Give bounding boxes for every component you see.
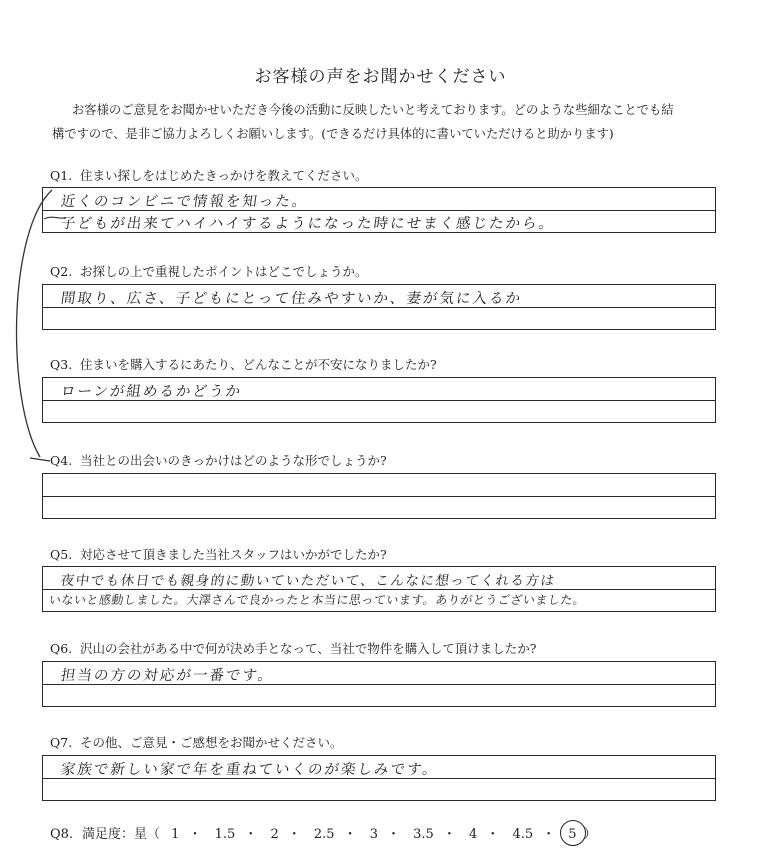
rating-1-5[interactable]: 1.5 — [214, 827, 236, 842]
answer-box-2[interactable] — [42, 284, 716, 330]
question-text: お探しの上で重視したポイントはどこでしょうか。 — [80, 264, 368, 279]
question-text: 住まいを購入するにあたり、どんなことが不安になりましたか? — [80, 357, 437, 372]
rating-separator: ・ — [542, 827, 556, 842]
rating-1[interactable]: 1 — [171, 827, 180, 842]
question-number: Q7. — [50, 735, 73, 750]
intro-line-2: 構ですので、是非ご協力よろしくお願いします。(できるだけ具体的に書いていただけると助かります) — [52, 127, 614, 141]
question-5 — [50, 545, 387, 563]
intro-text — [52, 98, 720, 146]
answer-box-4[interactable] — [42, 473, 716, 519]
answer-box-3[interactable] — [42, 377, 716, 423]
answer-line-1: 夜中でも休日でも親身的に動いていただいて、こんなに想ってくれる方は — [59, 573, 557, 589]
answer-line-1: 間取り、広さ、子どもにとって住みやすいか、妻が気に入るか — [59, 291, 524, 307]
question-text: 対応させて頂きました当社スタッフはいかがでしたか? — [80, 547, 387, 562]
question-number: Q5. — [50, 547, 73, 562]
intro-line-1: お客様のご意見をお聞かせいただき今後の活動に反映したいと考えております。どのような些細なことでも結 — [72, 103, 674, 117]
rating-2[interactable]: 2 — [270, 827, 279, 842]
question-text: その他、ご意見・ご感想をお聞かせください。 — [80, 735, 343, 750]
rating-3[interactable]: 3 — [369, 827, 378, 842]
question-number: Q6. — [50, 641, 73, 656]
question-number: Q1. — [50, 168, 73, 183]
answer-box-6[interactable] — [42, 661, 716, 707]
question-number: Q4. — [50, 453, 73, 468]
question-number: Q2. — [50, 264, 73, 279]
answer-box-7[interactable] — [42, 755, 716, 801]
question-4 — [50, 451, 387, 469]
answer-line-1: 担当の方の対応が一番です。 — [59, 668, 276, 684]
answer-line-1: 家族で新しい家で年を重ねていくのが楽しみです。 — [59, 762, 440, 778]
answer-box-5[interactable] — [42, 566, 716, 612]
rating-separator: ・ — [244, 827, 258, 842]
question-3 — [50, 355, 437, 373]
rating-4[interactable]: 4 — [469, 827, 478, 842]
rating-2-5[interactable]: 2.5 — [313, 827, 335, 842]
question-text: 住まい探しをはじめたきっかけを教えてください。 — [80, 168, 368, 183]
rating-separator: ・ — [442, 827, 456, 842]
rating-separator: ・ — [486, 827, 500, 842]
question-text: 沢山の会社がある中で何が決め手となって、当社で物件を購入して頂けましたか? — [80, 641, 537, 656]
satisfaction-label: 満足度：星（ — [82, 827, 161, 842]
satisfaction-close: ） — [583, 827, 597, 842]
answer-rule — [43, 496, 715, 497]
question-7 — [50, 733, 343, 751]
form-title: お客様の声をお聞かせください — [254, 67, 507, 87]
rating-4-5[interactable]: 4.5 — [512, 827, 534, 842]
answer-rule — [43, 589, 715, 590]
rating-3-5[interactable]: 3.5 — [413, 827, 434, 842]
answer-line-1: ローンが組めるかどうか — [59, 384, 244, 400]
answer-line-1: 近くのコンビニで情報を知った。 — [59, 194, 310, 210]
question-number: Q8. — [50, 827, 74, 842]
rating-5-selected[interactable]: 5 — [568, 827, 577, 842]
rating-separator: ・ — [287, 827, 301, 842]
question-2 — [50, 262, 368, 280]
question-1 — [50, 166, 368, 184]
answer-line-2: いないと感動しました。大澤さんで良かったと本当に思っています。ありがとうございました。 — [47, 593, 587, 607]
question-text: 当社との出会いのきっかけはどのような形でしょうか? — [80, 453, 387, 468]
answer-box-1[interactable] — [42, 187, 716, 233]
rating-separator: ・ — [343, 827, 357, 842]
rating-separator: ・ — [387, 827, 401, 842]
answer-line-2: 子どもが出来てハイハイするようになった時にせまく感じたから。 — [59, 216, 557, 232]
rating-separator: ・ — [188, 827, 202, 842]
question-number: Q3. — [50, 357, 73, 372]
question-8-satisfaction — [50, 823, 597, 842]
question-6 — [50, 639, 536, 657]
